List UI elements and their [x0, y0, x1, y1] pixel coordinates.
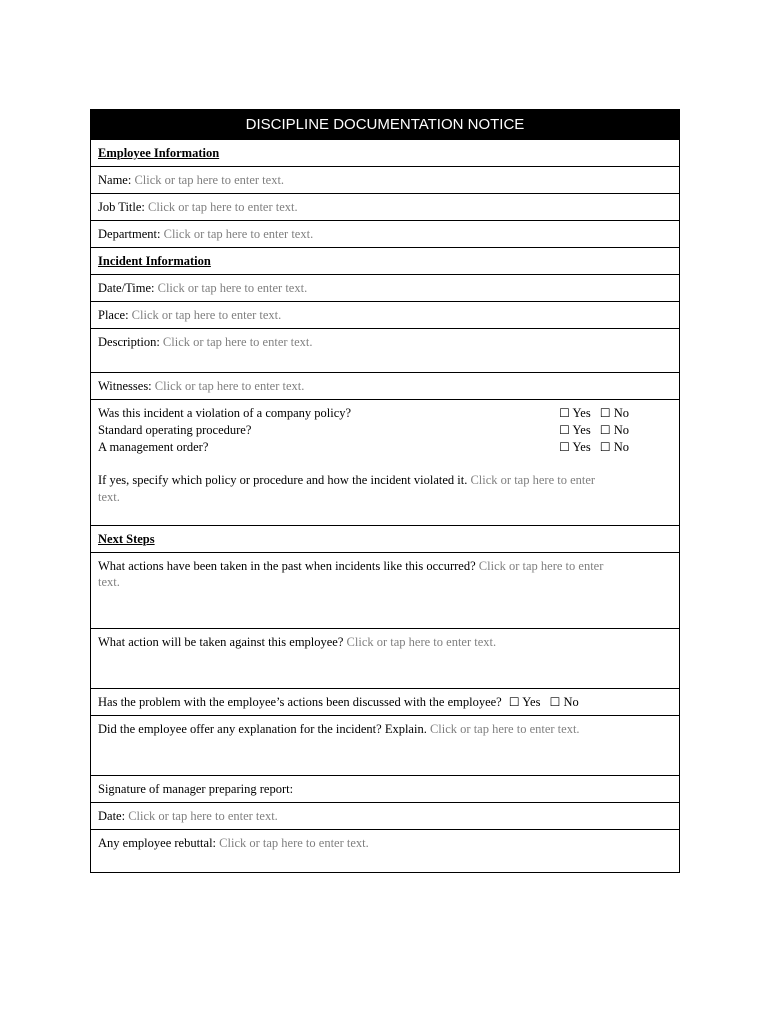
section-title: Next Steps [98, 532, 155, 546]
next-steps-header [91, 525, 679, 552]
specify-field-cont[interactable]: text. [98, 490, 120, 504]
violation-block [91, 399, 679, 525]
job-title-field[interactable]: Click or tap here to enter text. [148, 200, 298, 214]
employee-info-header [91, 139, 679, 166]
signature-row [91, 775, 679, 802]
witnesses-label: Witnesses: [98, 379, 152, 393]
specify-label: If yes, specify which policy or procedure and how the incident violated it. [98, 473, 468, 487]
incident-info-header [91, 247, 679, 274]
action-row [91, 628, 679, 688]
description-field[interactable]: Click or tap here to enter text. [162, 335, 313, 349]
discipline-form [90, 109, 680, 873]
no-checkbox[interactable]: ☐ [599, 423, 611, 437]
place-row [91, 301, 679, 328]
explain-row [91, 715, 679, 775]
discussed-row [91, 688, 679, 715]
description-row [91, 328, 679, 372]
department-label: Department: [98, 227, 161, 241]
place-label: Place: [98, 308, 129, 322]
witnesses-row [91, 372, 679, 399]
yes-label: Yes [572, 440, 591, 454]
violation-question: Was this incident a violation of a company policy? [98, 406, 352, 420]
signature-label: Signature of manager preparing report: [98, 782, 294, 796]
no-checkbox[interactable]: ☐ [549, 695, 561, 709]
yes-label: Yes [522, 695, 541, 709]
yes-label: Yes [572, 406, 591, 420]
violation-options [559, 405, 629, 422]
date-label: Date: [98, 809, 126, 823]
action-field[interactable]: Click or tap here to enter text. [346, 635, 497, 649]
place-field[interactable]: Click or tap here to enter text. [131, 308, 282, 322]
explain-label: Did the employee offer any explanation for the incident? Explain. [98, 722, 427, 736]
datetime-label: Date/Time: [98, 281, 155, 295]
form-title: DISCIPLINE DOCUMENTATION NOTICE [91, 110, 679, 139]
past-actions-label: What actions have been taken in the past when incidents like this occurred? [98, 559, 476, 573]
date-row [91, 802, 679, 829]
no-checkbox[interactable]: ☐ [599, 406, 611, 420]
explain-field[interactable]: Click or tap here to enter text. [429, 722, 580, 736]
rebuttal-field[interactable]: Click or tap here to enter text. [219, 836, 369, 850]
no-label: No [613, 406, 629, 420]
no-checkbox[interactable]: ☐ [599, 440, 611, 454]
sop-line [98, 422, 672, 439]
mgmt-line [98, 439, 672, 456]
datetime-field[interactable]: Click or tap here to enter text. [157, 281, 308, 295]
datetime-row [91, 274, 679, 301]
witnesses-field[interactable]: Click or tap here to enter text. [154, 379, 305, 393]
name-label: Name: [98, 173, 132, 187]
department-field[interactable]: Click or tap here to enter text. [163, 227, 314, 241]
rebuttal-row [91, 829, 679, 872]
mgmt-options [559, 439, 629, 456]
specify-text [98, 472, 672, 506]
sop-options [559, 422, 629, 439]
yes-checkbox[interactable]: ☐ [508, 695, 520, 709]
section-title: Employee Information [98, 146, 220, 160]
description-label: Description: [98, 335, 160, 349]
no-label: No [613, 440, 629, 454]
violation-line [98, 405, 672, 422]
yes-label: Yes [572, 423, 591, 437]
section-title: Incident Information [98, 254, 211, 268]
job-title-row [91, 193, 679, 220]
name-field[interactable]: Click or tap here to enter text. [134, 173, 285, 187]
discussed-label: Has the problem with the employee’s actions been discussed with the employee? [98, 695, 502, 709]
past-actions-field-cont[interactable]: text. [98, 575, 120, 589]
sop-question: Standard operating procedure? [98, 423, 252, 437]
mgmt-question: A management order? [98, 440, 209, 454]
yes-checkbox[interactable]: ☐ [559, 423, 570, 437]
yes-checkbox[interactable]: ☐ [559, 406, 570, 420]
rebuttal-label: Any employee rebuttal: [98, 836, 217, 850]
job-title-label: Job Title: [98, 200, 145, 214]
past-actions-row [91, 552, 679, 628]
past-actions-field[interactable]: Click or tap here to enter [478, 559, 604, 573]
action-label: What action will be taken against this employee? [98, 635, 344, 649]
department-row [91, 220, 679, 247]
specify-field[interactable]: Click or tap here to enter [470, 473, 596, 487]
name-row [91, 166, 679, 193]
no-label: No [563, 695, 579, 709]
date-field[interactable]: Click or tap here to enter text. [128, 809, 278, 823]
yes-checkbox[interactable]: ☐ [559, 440, 570, 454]
no-label: No [613, 423, 629, 437]
